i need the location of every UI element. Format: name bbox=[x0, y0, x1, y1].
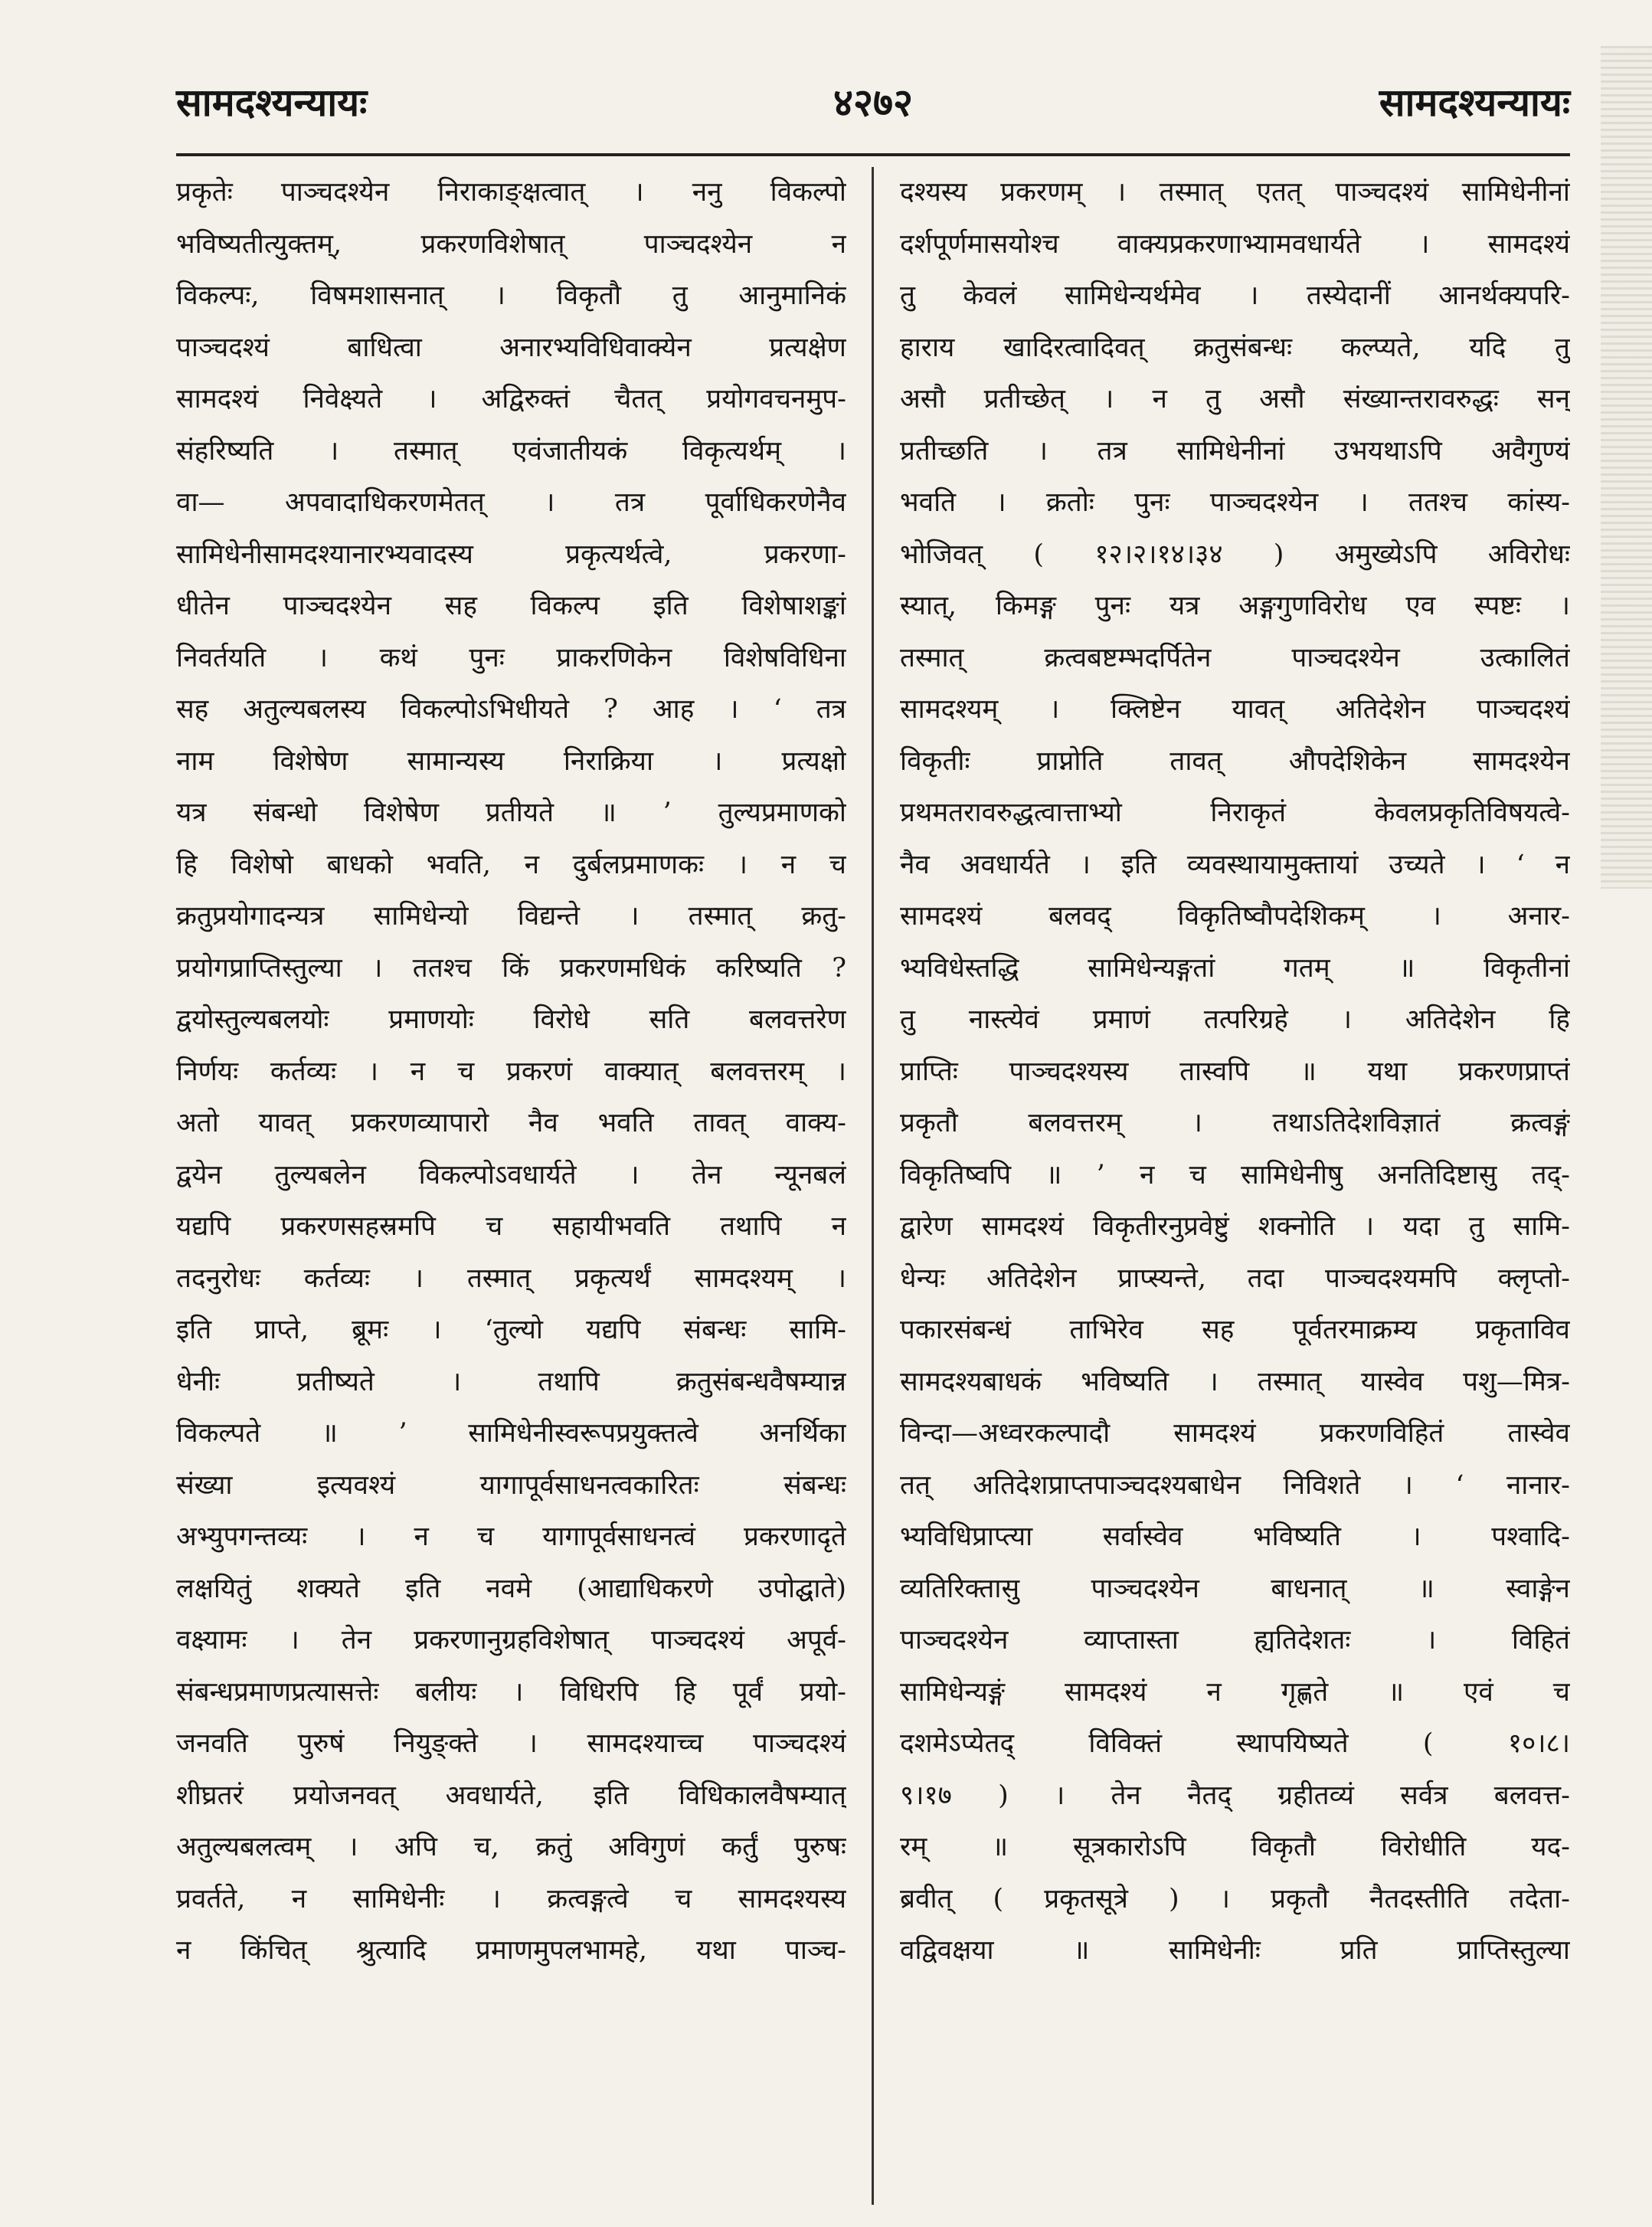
text-line: इति प्राप्ते, ब्रूमः । ‘तुल्यो यद्यपि संबन्धः सामि- bbox=[176, 1315, 846, 1345]
text-line: न किंचित् श्रुत्यादि प्रमाणमुपलभामहे, यथा पाञ्च- bbox=[176, 1935, 846, 1966]
text-line: भ्यविधिप्राप्त्या सर्वास्वेव भविष्यति । पश्वादि- bbox=[900, 1521, 1570, 1552]
header-rule bbox=[176, 153, 1570, 156]
text-line: निवर्तयति । कथं पुनः प्राकरणिकेन विशेषविधिना bbox=[176, 642, 846, 673]
text-line: पाञ्चदश्येन व्याप्तास्ता ह्यतिदेशतः । विहितं bbox=[900, 1625, 1570, 1656]
text-line: नैव अवधार्यते । इति व्यवस्थायामुक्तायां उच्यते । ‘ न bbox=[900, 849, 1570, 880]
text-line: विकल्पः, विषमशासनात् । विकृतौ तु आनुमानिकं bbox=[176, 280, 846, 311]
text-line: भ्यविधेस्तद्धि सामिधेन्यङ्गतां गतम् ॥ विकृतीनां bbox=[900, 952, 1570, 984]
text-line: हि विशेषो बाधको भवति, न दुर्बलप्रमाणकः । न च bbox=[176, 849, 846, 880]
text-line: दर्शपूर्णमासयोश्च वाक्यप्रकरणाभ्यामवधार्यते । सामदश्यं bbox=[900, 228, 1570, 260]
text-line: विन्दा—अध्वरकल्पादौ सामदश्यं प्रकरणविहितं तास्वेव bbox=[900, 1418, 1570, 1449]
text-line: सामदश्यं निवेक्ष्यते । अद्विरुक्तं चैतत् प्रयोगवचनमुप- bbox=[176, 384, 846, 414]
running-title-right: सामदश्यन्यायः bbox=[1379, 80, 1570, 125]
text-line: अतो यावत् प्रकरणव्यापारो नैव भवति तावत् वाक्य- bbox=[176, 1108, 846, 1138]
text-line: व्यतिरिक्तासु पाञ्चदश्येन बाधनात् ॥ स्वाङ्गेन bbox=[900, 1573, 1570, 1604]
text-line: ब्रवीत् ( प्रकृतसूत्रे ) । प्रकृतौ नैतदस्तीति तदेता- bbox=[900, 1883, 1570, 1914]
text-line: धीतेन पाञ्चदश्येन सह विकल्प इति विशेषाशङ्कां bbox=[176, 591, 846, 621]
text-line: तु नास्त्येवं प्रमाणं तत्परिग्रहे । अतिदेशेन हि bbox=[900, 1004, 1570, 1035]
text-line: दशमेऽप्येतद् विविक्तं स्थापयिष्यते ( १०।८। bbox=[900, 1728, 1570, 1759]
text-line: भोजिवत् ( १२।२।१४।३४ ) अमुख्येऽपि अविरोधः bbox=[900, 539, 1570, 570]
text-line: धेनीः प्रतीष्यते । तथापि क्रतुसंबन्धवैषम्यान्न bbox=[176, 1366, 846, 1397]
text-line: प्राप्तिः पाञ्चदश्यस्य तास्वपि ॥ यथा प्रकरणप्राप्तं bbox=[900, 1056, 1570, 1087]
text-line: लक्षयितुं शक्यते इति नवमे (आद्याधिकरणे उपोद्घाते) bbox=[176, 1573, 846, 1604]
text-line: पकारसंबन्धं ताभिरेव सह पूर्वतरमाक्रम्य प्रकृताविव bbox=[900, 1315, 1570, 1345]
text-line: वा— अपवादाधिकरणमेतत् । तत्र पूर्वाधिकरणेनैव bbox=[176, 487, 846, 518]
text-line: वक्ष्यामः । तेन प्रकरणानुग्रहविशेषात् पाञ्चदश्यं अपूर्व- bbox=[176, 1625, 846, 1656]
text-line: तदनुरोधः कर्तव्यः । तस्मात् प्रकृत्यर्थं सामदश्यम् । bbox=[176, 1263, 846, 1294]
text-line: प्रयोगप्राप्तिस्तुल्या । ततश्च किं प्रकरणमधिकं करिष्यति ? bbox=[176, 952, 846, 984]
text-line: दश्यस्य प्रकरणम् । तस्मात् एतत् पाञ्चदश्यं सामिधेनीनां bbox=[900, 177, 1570, 208]
text-line: क्रतुप्रयोगादन्यत्र सामिधेन्यो विद्यन्ते । तस्मात् क्रतु- bbox=[176, 901, 846, 932]
text-line: भवति । क्रतोः पुनः पाञ्चदश्येन । ततश्च कांस्य- bbox=[900, 487, 1570, 518]
text-line: स्यात्, किमङ्ग पुनः यत्र अङ्गगुणविरोध एव स्पष्टः । bbox=[900, 591, 1570, 621]
text-line: धेन्यः अतिदेशेन प्राप्स्यन्ते, तदा पाञ्चदश्यमपि क्लृप्तो- bbox=[900, 1263, 1570, 1294]
text-line: प्रथमतरावरुद्धत्वात्ताभ्यो निराकृतं केवलप्रकृतिविषयत्वे- bbox=[900, 797, 1570, 828]
text-line: रम् ॥ सूत्रकारोऽपि विकृतौ विरोधीति यद- bbox=[900, 1832, 1570, 1862]
text-line: संहरिष्यति । तस्मात् एवंजातीयकं विकृत्यर्थम् । bbox=[176, 435, 846, 467]
page-edge-shadow bbox=[1601, 46, 1652, 889]
text-line: शीघ्रतरं प्रयोजनवत् अवधार्यते, इति विधिकालवैषम्यात् bbox=[176, 1780, 846, 1811]
text-line: पाञ्चदश्यं बाधित्वा अनारभ्यविधिवाक्येन प्रत्यक्षेण bbox=[176, 332, 846, 363]
text-line: असौ प्रतीच्छेत् । न तु असौ संख्यान्तरावरुद्धः सन् bbox=[900, 384, 1570, 414]
text-line: संख्या इत्यवश्यं यागापूर्वसाधनत्वकारितः संबन्धः bbox=[176, 1469, 846, 1501]
text-line: अतुल्यबलत्वम् । अपि च, क्रतुं अविगुणं कर्तुं पुरुषः bbox=[176, 1832, 846, 1862]
text-line: संबन्धप्रमाणप्रत्यासत्तेः बलीयः । विधिरपि हि पूर्वं प्रयो- bbox=[176, 1676, 846, 1708]
text-line: विकृतीः प्राप्नोति तावत् औपदेशिकेन सामदश्येन bbox=[900, 745, 1570, 777]
text-line: सामिधेनीसामदश्यानारभ्यवादस्य प्रकृत्यर्थत्वे, प्रकरणा- bbox=[176, 539, 846, 570]
text-line: विकृतिष्वपि ॥ ’ न च सामिधेनीषु अनतिदिष्टासु तद्- bbox=[900, 1159, 1570, 1190]
text-line: द्वयेन तुल्यबलेन विकल्पोऽवधार्यते । तेन न्यूनबलं bbox=[176, 1159, 846, 1190]
text-line: यत्र संबन्धो विशेषेण प्रतीयते ॥ ’ तुल्यप्रमाणको bbox=[176, 797, 846, 828]
text-line: सह अतुल्यबलस्य विकल्पोऽभिधीयते ? आह । ‘ तत्र bbox=[176, 694, 846, 725]
text-line: अभ्युपगन्तव्यः । न च यागापूर्वसाधनत्वं प्रकरणादृते bbox=[176, 1521, 846, 1552]
text-line: वद्विवक्षया ॥ सामिधेनीः प्रति प्राप्तिस्तुल्या bbox=[900, 1935, 1570, 1966]
left-text-column bbox=[176, 167, 846, 1977]
text-line: प्रकृतौ बलवत्तरम् । तथाऽतिदेशविज्ञातं क्रत्वङ्गं bbox=[900, 1108, 1570, 1138]
running-title-left: सामदश्यन्यायः bbox=[176, 80, 368, 125]
right-text-column bbox=[900, 167, 1570, 1977]
text-line: नाम विशेषेण सामान्यस्य निराक्रिया । प्रत्यक्षो bbox=[176, 745, 846, 777]
page-number: ४२७२ bbox=[833, 80, 913, 125]
text-line: भविष्यतीत्युक्तम्, प्रकरणविशेषात् पाञ्चदश्येन न bbox=[176, 228, 846, 260]
text-line: विकल्पते ॥ ’ सामिधेनीस्वरूपप्रयुक्तत्वे अनर्थिका bbox=[176, 1418, 846, 1449]
text-line: तस्मात् क्रत्वबष्टम्भदर्पितेन पाञ्चदश्येन उत्कालितं bbox=[900, 642, 1570, 673]
text-line: सामदश्यम् । क्लिष्टेन यावत् अतिदेशेन पाञ्चदश्यं bbox=[900, 694, 1570, 725]
text-line: प्रकृतेः पाञ्चदश्येन निराकाङ्क्षत्वात् । ननु विकल्पो bbox=[176, 177, 846, 208]
text-line: द्वयोस्तुल्यबलयोः प्रमाणयोः विरोधे सति बलवत्तरेण bbox=[176, 1004, 846, 1035]
text-line: हाराय खादिरत्वादिवत् क्रतुसंबन्धः कल्प्यते, यदि तु bbox=[900, 332, 1570, 363]
text-line: सामदश्यबाधकं भविष्यति । तस्मात् यास्वेव पशु—मित्र- bbox=[900, 1366, 1570, 1397]
text-line: तत् अतिदेशप्राप्तपाञ्चदश्यबाधेन निविशते । ‘ नानार- bbox=[900, 1469, 1570, 1501]
text-line: द्वारेण सामदश्यं विकृतीरनुप्रवेष्टुं शक्नोति । यदा तु सामि- bbox=[900, 1211, 1570, 1242]
text-line: जनवति पुरुषं नियुङ्क्ते । सामदश्याच्च पाञ्चदश्यं bbox=[176, 1728, 846, 1759]
text-line: यद्यपि प्रकरणसहस्रमपि च सहायीभवति तथापि न bbox=[176, 1211, 846, 1242]
text-line: प्रतीच्छति । तत्र सामिधेनीनां उभयथाऽपि अवैगुण्यं bbox=[900, 435, 1570, 467]
text-line: प्रवर्तते, न सामिधेनीः । क्रत्वङ्गत्वे च सामदश्यस्य bbox=[176, 1883, 846, 1914]
column-divider bbox=[872, 167, 874, 2205]
text-line: निर्णयः कर्तव्यः । न च प्रकरणं वाक्यात् बलवत्तरम् । bbox=[176, 1056, 846, 1087]
text-line: तु केवलं सामिधेन्यर्थमेव । तस्येदानीं आनर्थक्यपरि- bbox=[900, 280, 1570, 311]
text-line: ९।१७ ) । तेन नैतद् ग्रहीतव्यं सर्वत्र बलवत्त- bbox=[900, 1780, 1570, 1811]
page-header bbox=[176, 60, 1570, 144]
text-line: सामिधेन्यङ्गं सामदश्यं न गृह्णते ॥ एवं च bbox=[900, 1676, 1570, 1708]
text-line: सामदश्यं बलवद् विकृतिष्वौपदेशिकम् । अनार- bbox=[900, 901, 1570, 932]
